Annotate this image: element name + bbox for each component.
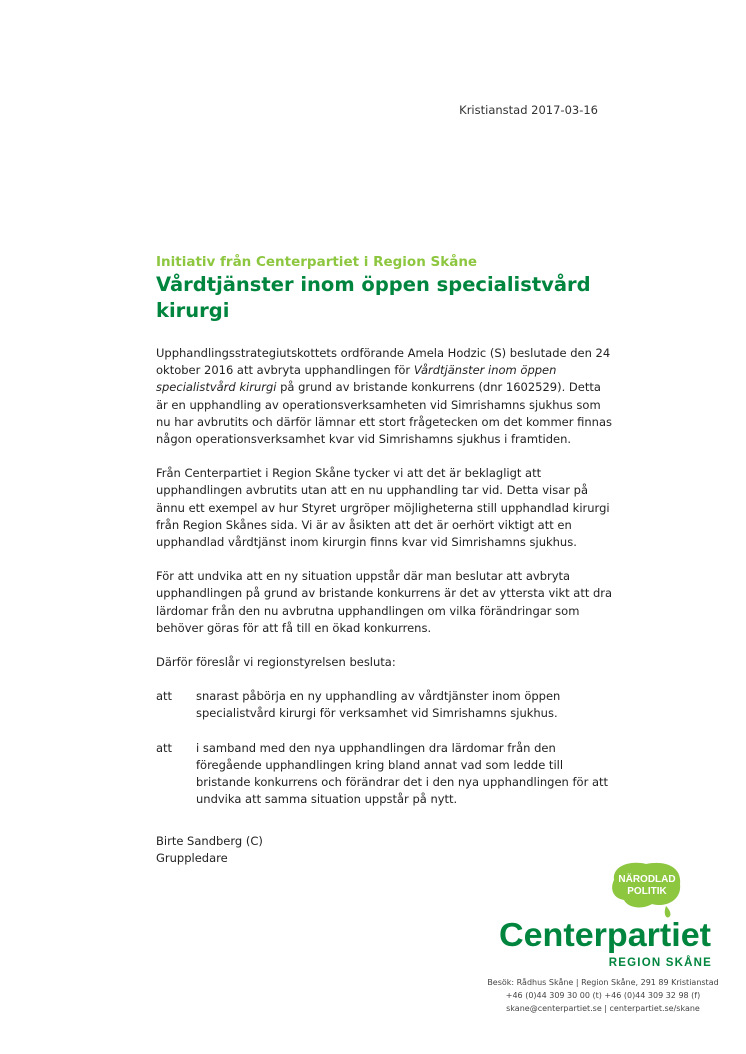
paragraph-2: Från Centerpartiet i Region Skåne tycker vi att det är beklagligt att upphandlingen avbrutits utan att en nu upphandling tar vid. Detta visar på ännu ett exempel av hur Styret urgröper möjligheterna still upphandlad kirurgi från Region Skånes sida. Vi är av åsikten att det är oerhört viktigt att en upphandlad vårdtjänst inom kirurgin finns kvar vid Simrishamns sjukhus. (156, 466, 610, 550)
footer-links: skane@centerpartiet.se | centerpartiet.se/skane (506, 1004, 700, 1013)
badge-line-2: POLITIK (627, 886, 667, 897)
logo-wordmark: Centerpartiet (499, 916, 711, 953)
document-kicker: Initiativ från Centerpartiet i Region Skåne (156, 254, 478, 270)
paragraph-3: För att undvika att en ny situation uppstår där man beslutar att avbryta upphandlingen på grund av bristande konkurrens är det av yttersta vikt att dra lärdomar från den nu avbrutna upphandlingen om vilka förändringar som behöver göras för att få till en ökad konkurrens. (156, 569, 613, 635)
proposal-text: snarast påbörja en ny upphandling av vårdtjänster inom öppen specialistvård kirurgi för verksamhet vid Simrishamns sjukhus. (196, 689, 561, 721)
centerpartiet-logo (496, 858, 718, 970)
paragraph-1: Upphandlingsstrategiutskottets ordförande Amela Hodzic (S) beslutade den 24 oktober 2016 att avbryta upphandlingen för Vårdtjänster inom öppen specialistvård kirurgi på grund av bristande konkurrens (dnr 1602529). Detta är en upphandling av operationsverksamheten vid Simrishamns sjukhus som nu har avbrutits och därför lämnar ett stort frågetecken om det kommer finnas någon operationsverksamhet kvar vid Simrishamns sjukhus i framtiden. (156, 346, 612, 447)
signature-block (156, 833, 263, 867)
proposal-key: att (156, 689, 173, 704)
signature-role: Gruppledare (156, 851, 228, 866)
footer-address: Besök: Rådhus Skåne | Region Skåne, 291 89 Kristianstad (487, 978, 719, 987)
paragraph-4: Därför föreslår vi regionstyrelsen besluta: (156, 655, 396, 670)
proposal-item (156, 740, 616, 809)
document-title: Vårdtjänster inom öppen specialistvård kirurgi (156, 273, 591, 322)
proposal-item (156, 688, 616, 722)
proposal-text: i samband med den nya upphandlingen dra lärdomar från den föregående upphandlingen kring bland annat vad som ledde till bristande konkurrens och förändrar det i den nya upphandlingen för att undvika att samma situation uppstår på nytt. (196, 740, 609, 807)
document-date: Kristianstad 2017-03-16 (459, 103, 598, 117)
contact-footer (478, 976, 728, 1015)
footer-phone: +46 (0)44 309 30 00 (t) +46 (0)44 309 32 98 (f) (505, 991, 701, 1000)
signature-name: Birte Sandberg (C) (156, 834, 263, 848)
badge-line-1: NÄRODLAD (618, 874, 676, 885)
proposal-key: att (156, 740, 173, 755)
logo-region: REGION SKÅNE (608, 957, 712, 969)
procurement-name: Vårdtjänster inom öppen specialistvård kirurgi (156, 363, 557, 395)
document-body (156, 345, 616, 825)
